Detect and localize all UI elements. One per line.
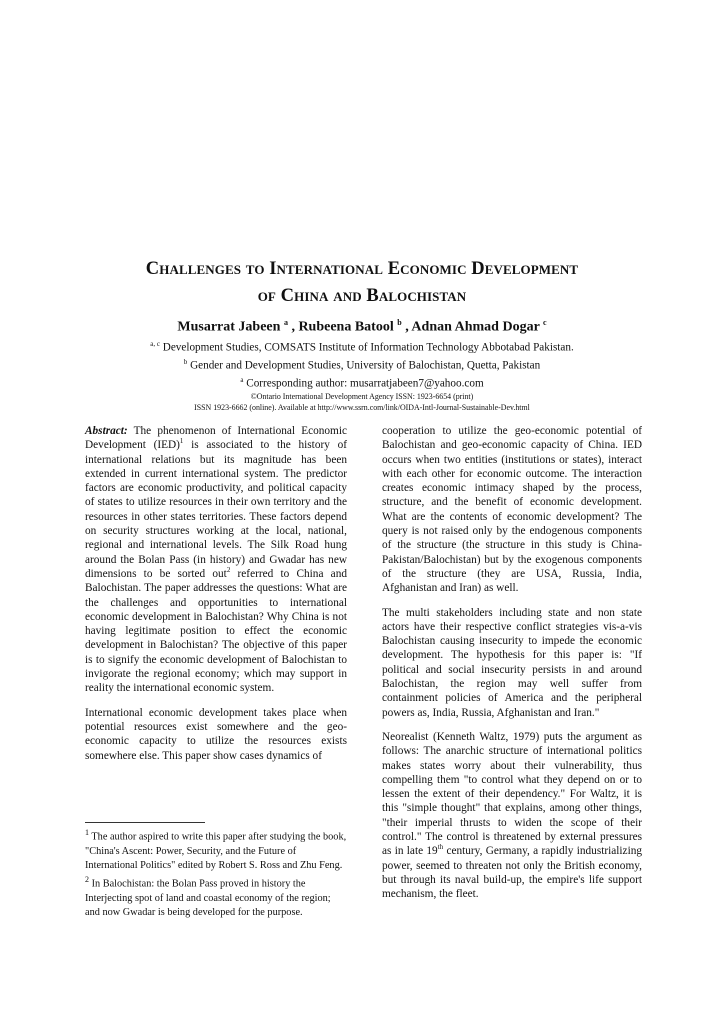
corresponding-author-mark: a	[240, 376, 244, 385]
left-column	[85, 424, 347, 773]
affiliation-1: $^{a, c}$ Development Studies, COMSATS Institute of Information Technology Abbotabad Pakistan.	[150, 340, 574, 354]
affiliations	[60, 337, 664, 392]
copyright-line-1: ©Ontario International Development Agency ISSN: 1923-6654 (print)	[250, 392, 474, 401]
author-2: Rubeena Batool	[298, 319, 394, 335]
copyright-line-2: ISSN 1923-6662 (online). Available at http://www.ssrn.com/link/OIDA-Intl-Journal-Sustainable-Dev.html	[194, 403, 530, 412]
body-paragraph-3: Neorealist (Kenneth Waltz, 1979) puts the argument as follows: The anarchic structure of international politics makes states worry about their vulnerability, thus compelling them "to control what they depend on or to lessen the extent of their dependency." For Waltz, it is this "simple thought" that explains, among other things, "their imperial thrusts to widen the scope of their control." The control is threatened by external pressures as in late 19th century, Germany, a rapidly industrializing power, seemed to threaten not only the British economy, but through its naval build-up, the empire's life support mechanism, the fleet.	[382, 730, 643, 901]
author-separator: ,	[291, 319, 295, 335]
footnote-ref-2: 2	[226, 566, 231, 575]
title-line-2: of China and Balochistan	[257, 286, 467, 306]
author-list	[60, 318, 664, 336]
body-paragraph-2: The multi stakeholders including state and non state actors have their respective conflict strategies vis-a-vis Balochistan causing insecurity to impede the economic development. The hypothesis for this paper is: "If political and social insecurity persists in and around Balochistan, the region may well suffer from containment policies of America and the peripheral powers as, India, Russia, Afghanistan and Iran."	[382, 606, 642, 719]
abstract-paragraph: Abstract: The phenomenon of International Economic Development (IED)$^1$ is associated to the history of international relations but its magnitude has been extended in current international system. The predictor factors are economic productivity, and political capacity of states to utilize resources in their own territory and the resources in other states territories. These factors depend on security structures working at the local, national, regional and international levels. The Silk Road hung around the Bolan Pass (in history) and Gwadar has new dimensions to be sorted out$^2$ referred to China and Balochistan. The paper addresses the questions: What are the challenges and opportunities to international economic development in Balochistan? Why China is not having legitimate position to effect the economic development in Balochistan? The objective of this paper is to signify the economic development of Balochistan to invigorate the regional economy; which may support in reality the international economic system.	[85, 425, 348, 695]
footnote-2: $^2$ In Balochistan: the Bolan Pass proved in history the Interjecting spot of land and coastal economy of the region; and now Gwadar is being developed for the purpose.	[85, 875, 331, 918]
footnote-divider	[85, 822, 205, 823]
intro-paragraph: International economic development takes place when potential resources exist somewhere and the geo-economic capacity to utilize the resources exists somewhere else. This paper show cases dynamics of	[85, 706, 347, 762]
author-1: Musarrat Jabeen	[177, 319, 281, 335]
footnote-1-number: 1	[85, 828, 89, 837]
author-3: Adnan Ahmad Dogar	[411, 319, 540, 335]
footnote-ref-1: 1	[179, 437, 184, 446]
affiliation-2-mark: b	[183, 358, 188, 367]
footnote-1: $^1$ The author aspired to write this paper after studying the book, "China's Ascent: Power, Security, and the Future of International Politics" edited by Robert S. Ross and Zhu Feng.	[85, 828, 347, 871]
copyright-notice	[60, 391, 664, 413]
author-1-affil-mark: a	[283, 318, 288, 327]
author-2-affil-mark: b	[397, 318, 402, 327]
body-paragraph-1: cooperation to utilize the geo-economic potential of Balochistan and geo-economic capacity of China. IED occurs when two entities (institutions or states), interact with each other for economic outcome. The interaction creates economic intimacy shaped by the process, structure, and the benefit of economic development. What are the contents of economic development? The query is not raised only by the endogenous components of the structure (the structure in this study is China-Pakistan/Balochistan) but by the exogenous components of the structure (they are USA, Russia, India, Afghanistan and Iran) as well.	[382, 425, 642, 595]
corresponding-author: $^a$ Corresponding author: musarratjabeen7@yahoo.com	[240, 376, 484, 391]
affiliation-1-mark: a, c	[150, 340, 160, 348]
abstract-label: Abstract:	[85, 425, 128, 437]
footnote-2-number: 2	[85, 875, 89, 885]
title-line-1: Challenges to International Economic Development	[145, 259, 579, 279]
paper-title	[60, 256, 664, 310]
author-3-affil-mark: c	[543, 318, 547, 327]
affiliation-2: $^b$ Gender and Development Studies, University of Balochistan, Quetta, Pakistan	[183, 358, 541, 372]
superscript-th: th	[437, 843, 444, 852]
author-separator: ,	[405, 319, 409, 335]
right-column	[382, 424, 642, 912]
footnotes	[85, 826, 347, 920]
